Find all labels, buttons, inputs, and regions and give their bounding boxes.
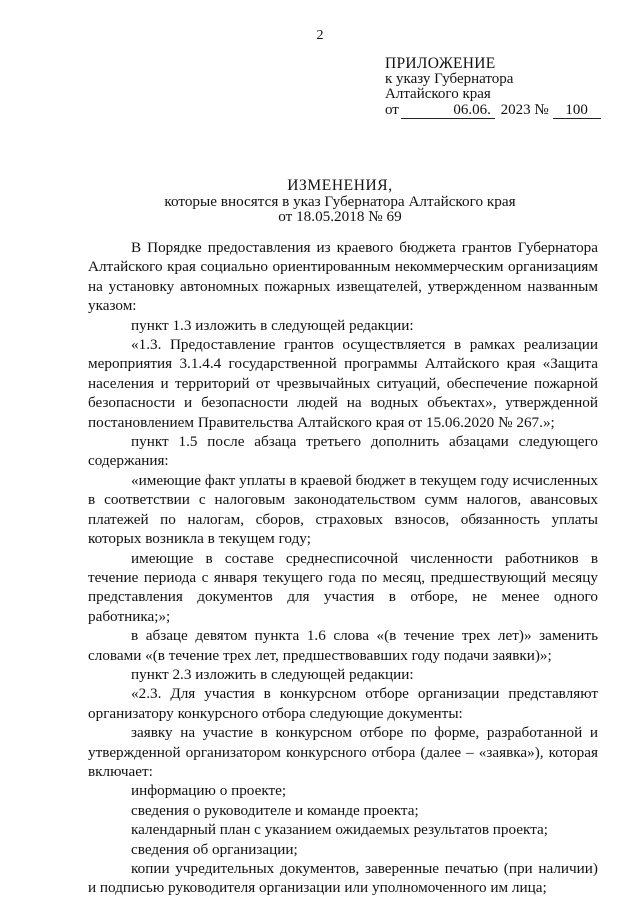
paragraph: заявку на участие в конкурсном отборе по форме, разработанной и утвержденной организатором конкурсного отбора (далее – «заявка»), которая включает:	[88, 724, 598, 780]
appendix-line1: к указу Губернатора	[385, 70, 514, 87]
paragraph: сведения о руководителе и команде проекта;	[131, 801, 419, 819]
appendix-number: 100	[553, 103, 601, 120]
title-line2: которые вносятся в указ Губернатора Алтайского края	[164, 192, 516, 210]
paragraph: пункт 1.5 после абзаца третьего дополнить абзацами следующего содержания:	[88, 433, 598, 470]
paragraph: пункт 1.3 изложить в следующей редакции:	[131, 316, 414, 334]
paragraph: «имеющие факт уплаты в краевой бюджет в текущем году исчисленных в соответствии с налоговым законодательством сумм налогов, авансовых платежей по налогам, сборов, страховых взносов, обязанность уплаты которых возникла в текущем году;	[88, 471, 598, 548]
paragraph: «1.3. Предоставление грантов осуществляется в рамках реализации мероприятия 3.1.4.4 государственной программы Алтайского края «Защита населения и территорий от чрезвычайных ситуаций, обеспечение пожарной безопасности и безопасности людей на водных объектах», утвержденной постановлением Правительства Алтайского края от 15.06.2020 № 267.»;	[88, 336, 598, 431]
paragraph: в абзаце девятом пункта 1.6 слова «(в течение трех лет)» заменить словами «(в течение трех лет, предшествовавших году подачи заявки)»;	[88, 627, 598, 664]
paragraph: «2.3. Для участия в конкурсном отборе организации представляют организатору конкурсного отбора следующие документы:	[88, 685, 598, 722]
document-title	[100, 178, 580, 225]
paragraph: сведения об организации;	[131, 840, 298, 858]
paragraph: информацию о проекте;	[131, 782, 287, 800]
appendix-number-label: №	[534, 101, 549, 118]
paragraph: пункт 2.3 изложить в следующей редакции:	[131, 665, 414, 683]
paragraph: календарный план с указанием ожидаемых результатов проекта;	[131, 821, 549, 839]
page-number: 2	[316, 28, 324, 43]
appendix-heading: ПРИЛОЖЕНИЕ	[385, 55, 496, 72]
document-body	[88, 238, 598, 898]
appendix-date-line	[385, 103, 625, 120]
paragraph: имеющие в составе среднесписочной численности работников в течение периода с января текущего года по месяц, предшествующий месяцу представления документов для участия в отборе, не менее одного работника;»;	[88, 549, 598, 625]
appendix-date: 06.06.	[401, 103, 495, 120]
paragraph: копии учредительных документов, заверенные печатью (при наличии) и подписью руководителя организации или уполномоченного им лица;	[88, 860, 598, 897]
appendix-from-label: от	[385, 101, 399, 118]
title-line3: от 18.05.2018 № 69	[278, 208, 402, 225]
appendix-block	[385, 56, 625, 119]
appendix-year: 2023	[500, 101, 531, 118]
title-line1: ИЗМЕНЕНИЯ,	[287, 177, 393, 194]
appendix-line2: Алтайского края	[385, 86, 491, 102]
paragraph: В Порядке предоставления из краевого бюджета грантов Губернатора Алтайского края социально ориентированным некоммерческим организациям на установку автономных пожарных извещателей, утвержденном названным указом:	[88, 239, 598, 315]
